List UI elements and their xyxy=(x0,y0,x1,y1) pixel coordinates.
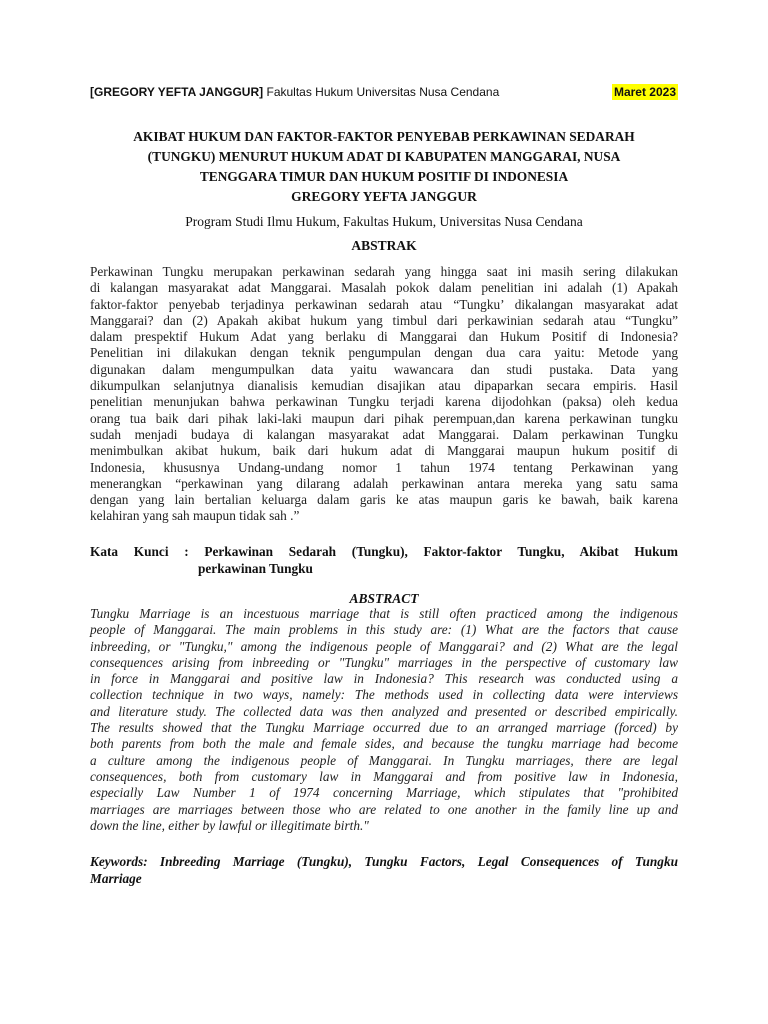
paragraph-line: digunakan dalam mengumpulkan data yaitu wawancara dan studi pustaka. Data yang xyxy=(90,361,678,377)
paragraph-line: consequences arising from inbreeding or "Tungku" marriages in the perspective of customary law xyxy=(90,654,678,670)
keywords xyxy=(90,853,678,887)
keywords-line: Marriage xyxy=(90,871,142,886)
title-line: (TUNGKU) MENURUT HUKUM ADAT DI KABUPATEN MANGGARAI, NUSA xyxy=(147,149,621,164)
kata-kunci-line: perkawinan Tungku xyxy=(198,561,313,576)
paragraph-line: Penelitian ini dilakukan dengan teknik pengumpulan dengan dua cara yaitu: Metode yang xyxy=(90,345,678,361)
abstrak-heading: ABSTRAK xyxy=(351,238,417,253)
paragraph-line: orang tua baik dari pihak laki-laki maupun dari pihak perempuan,dan karena perkawinan tungku xyxy=(90,410,678,426)
title-line: TENGGARA TIMUR DAN HUKUM POSITIF DI INDONESIA xyxy=(199,169,569,184)
paragraph-line: both parents from both the male and female sides, and because the tungku marriage had become xyxy=(90,736,678,752)
paragraph-line: dikumpulkan selanjutnya dianalisis kemudian disajikan atau dipaparkan secara empiris. Hasil xyxy=(90,378,678,394)
kata-kunci-line: Kata Kunci : Perkawinan Sedarah (Tungku), Faktor-faktor Tungku, Akibat Hukum xyxy=(90,544,678,559)
paragraph-line: collection technique in two ways, namely: The methods used in collecting data were interviews xyxy=(90,687,678,703)
paragraph-line: marriages are marriages between those who are related to one another in the family line up and xyxy=(90,801,678,817)
paragraph-line: menerangkan “perkawinan yang dilarang adalah perkawinan antara mereka yang satu sama xyxy=(90,475,678,491)
abstract-heading: ABSTRACT xyxy=(349,591,419,606)
paragraph-line: dalam prespektif Hukum Adat yang berlaku di Manggarai dan Hukum Positif di Indonesia? xyxy=(90,329,678,345)
paragraph-line: especially Law Number 1 of 1974 concerning Marriage, which stipulates that "prohibited xyxy=(90,785,678,801)
paragraph-line: consequences, both from customary law in Manggarai and from positive law in Indonesia, xyxy=(90,768,678,784)
paragraph-line: people of Manggarai. The main problems in this study are: (1) What are the factors that cause xyxy=(90,622,678,638)
kata-kunci xyxy=(90,543,678,577)
paragraph-line: Manggarai? dan (2) Apakah akibat hukum yang timbul dari perkawinian sedarah atau “Tungku” xyxy=(90,312,678,328)
abstrak-body xyxy=(90,264,678,525)
paragraph-line: Tungku Marriage is an incestuous marriage that is still often practiced among the indigenous xyxy=(90,606,678,621)
abstract-body xyxy=(90,606,678,834)
keywords-line: Keywords: Inbreeding Marriage (Tungku), Tungku Factors, Legal Consequences of Tungku xyxy=(90,854,678,869)
header-institution: Fakultas Hukum Universitas Nusa Cendana xyxy=(266,85,500,99)
running-header xyxy=(90,85,678,103)
paragraph-line: menimbulkan akibat hukum, baik dari hukum adat di Manggarai maupun hukum positif di xyxy=(90,443,678,459)
paragraph-line: The results showed that the Tungku Marriage occurred due to an arranged marriage (forced) by xyxy=(90,720,678,736)
header-left xyxy=(90,85,499,99)
paragraph-line: faktor-faktor penyebab terjadinya perkawinan sedarah atau “Tungku’ dikalangan masyarakat adat xyxy=(90,296,678,312)
paragraph-line: Perkawinan Tungku merupakan perkawinan sedarah yang hingga saat ini masih sering dilakukan xyxy=(90,264,678,279)
author-affiliation: Program Studi Ilmu Hukum, Fakultas Hukum, Universitas Nusa Cendana xyxy=(185,214,583,229)
paragraph-line: penelitian menunjukan bahwa perkawinan Tungku terjadi karena dijodohkan (paksa) oleh kedua xyxy=(90,394,678,410)
paragraph-line: di kalangan masyarakat adat Manggarai. Masalah pokok dalam penelitian ini adalah (1) Apakah xyxy=(90,280,678,296)
title-line: AKIBAT HUKUM DAN FAKTOR-FAKTOR PENYEBAB PERKAWINAN SEDARAH xyxy=(133,129,635,144)
author-name: GREGORY YEFTA JANGGUR xyxy=(291,189,477,204)
header-date: Maret 2023 xyxy=(613,85,676,99)
paragraph-line: kelahiran yang sah maupun tidak sah .” xyxy=(90,508,300,524)
paragraph-line: a culture among the indigenous people of Manggarai. In Tungku marriages, there are legal xyxy=(90,752,678,768)
paragraph-line: Indonesia, khususnya Undang-undang nomor 1 tahun 1974 tentang Perkawinan yang xyxy=(90,459,678,475)
paragraph-line: down the line, either by lawful or illegitimate birth." xyxy=(90,817,369,833)
paragraph-line: and literature study. The collected data was then analyzed and presented or described empirically. xyxy=(90,703,678,719)
paragraph-line: sudah menjadi budaya di kalangan masyarakat adat Manggarai. Dalam perkawinan Tungku xyxy=(90,426,678,442)
paragraph-line: dengan yang lain bertalian keluarga dalam garis ke atas maupun garis ke bawah, baik karena xyxy=(90,492,678,508)
paragraph-line: in force in Manggarai and positive law in Indonesia? This research was conducted using a xyxy=(90,671,678,687)
header-author-tag: [GREGORY YEFTA JANGGUR] xyxy=(90,85,264,99)
paper-title xyxy=(90,127,678,187)
paragraph-line: inbreeding, or "Tungku," among the indigenous people of Manggarai? and (2) What are the legal xyxy=(90,638,678,654)
